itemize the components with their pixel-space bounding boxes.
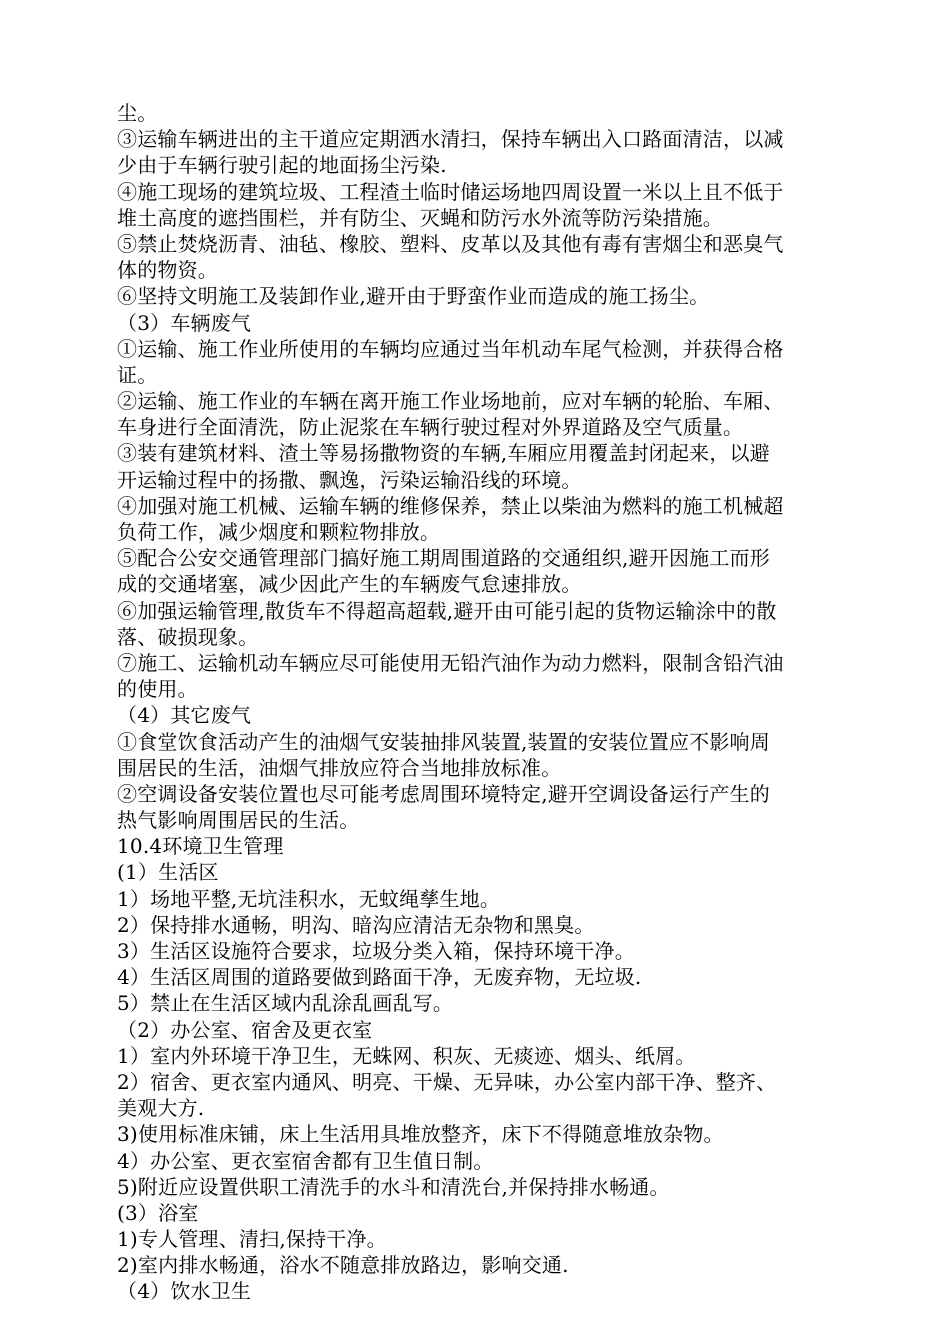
text-line: ⑥坚持文明施工及装卸作业,避开由于野蛮作业而造成的施工扬尘。	[117, 284, 710, 309]
text-line: ②空调设备安装位置也尽可能考虑周围环境特定,避开空调设备运行产生的	[117, 781, 770, 806]
text-line: 2）宿舍、更衣室内通风、明亮、干燥、无异味，办公室内部干净、整齐、	[117, 1069, 777, 1094]
section-heading: (1）生活区	[117, 860, 219, 885]
text-line: 1）场地平整,无坑洼积水，无蚊绳孳生地。	[117, 886, 501, 911]
text-line: 落、破损现象。	[117, 624, 259, 649]
text-line: 证。	[117, 362, 158, 387]
text-line: 尘。	[117, 101, 158, 125]
section-heading: （2）办公室、宿舍及更衣室	[117, 1017, 373, 1042]
text-line: 1）室内外环境干净卫生，无蛛网、积灰、无痰迹、烟头、纸屑。	[117, 1043, 696, 1068]
text-line: 开运输过程中的扬撒、飘逸，污染运输沿线的环境。	[117, 467, 582, 492]
text-line: 成的交通堵塞，减少因此产生的车辆废气怠速排放。	[117, 572, 582, 597]
text-line: 美观大方.	[117, 1096, 205, 1121]
text-line: ④加强对施工机械、运输车辆的维修保养，禁止以柴油为燃料的施工机械超	[117, 493, 784, 518]
section-heading: （4）其它废气	[117, 703, 252, 728]
text-line: 体的物资。	[117, 258, 218, 283]
text-line: ①运输、施工作业所使用的车辆均应通过当年机动车尾气检测，并获得合格	[117, 336, 784, 361]
text-line: 3)使用标准床铺，床上生活用具堆放整齐，床下不得随意堆放杂物。	[117, 1122, 724, 1147]
text-line: 车身进行全面清洗，防止泥浆在车辆行驶过程对外界道路及空气质量。	[117, 415, 744, 440]
text-line: 负荷工作，减少烟度和颗粒物排放。	[117, 520, 441, 544]
text-line: 围居民的生活，油烟气排放应符合当地排放标准。	[117, 755, 562, 780]
text-line: ⑤禁止焚烧沥青、油毡、橡胶、塑料、皮革以及其他有毒有害烟尘和恶臭气	[117, 231, 784, 256]
text-line: ⑥加强运输管理,散货车不得超高超载,避开由可能引起的货物运输涂中的散	[117, 598, 777, 623]
section-heading: (3）浴室	[117, 1200, 199, 1225]
text-line: 4）生活区周围的道路要做到路面干净，无废弃物，无垃圾.	[117, 965, 642, 990]
text-line: ⑦施工、运输机动车辆应尽可能使用无铅汽油作为动力燃料，限制含铅汽油	[117, 650, 784, 675]
text-line: 2）保持排水通畅，明沟、暗沟应清洁无杂物和黑臭。	[117, 912, 595, 937]
text-line: ③运输车辆进出的主干道应定期洒水清扫，保持车辆出入口路面清洁，以减	[117, 127, 784, 152]
text-line: 堆土高度的遮挡围栏，并有防尘、灭蝇和防污水外流等防污染措施。	[117, 205, 723, 230]
text-line: 少由于车辆行驶引起的地面扬尘污染.	[117, 153, 447, 178]
text-line: ⑤配合公安交通管理部门搞好施工期周围道路的交通组织,避开因施工而形	[117, 546, 770, 571]
chapter-heading: 10.4环境卫生管理	[117, 834, 284, 859]
text-line: ③装有建筑材料、渣土等易扬撒物资的车辆,车厢应用覆盖封闭起来，以避	[117, 441, 770, 466]
text-line: 1)专人管理、清扫,保持干净。	[117, 1227, 387, 1252]
text-line: ②运输、施工作业的车辆在离开施工作业场地前，应对车辆的轮胎、车厢、	[117, 389, 784, 414]
document-page	[117, 100, 862, 1305]
text-line: 热气影响周围居民的生活。	[117, 808, 360, 833]
text-line: ①食堂饮食活动产生的油烟气安装抽排风装置,装置的安装位置应不影响周	[117, 729, 770, 754]
section-heading: （4）饮水卫生	[117, 1279, 252, 1304]
text-line: 2)室内排水畅通，浴水不随意排放路边，影响交通.	[117, 1253, 569, 1278]
text-line: 4）办公室、更衣室宿舍都有卫生值日制。	[117, 1148, 494, 1173]
text-line: ④施工现场的建筑垃圾、工程渣土临时储运场地四周设置一米以上且不低于	[117, 179, 784, 204]
section-heading: （3）车辆废气	[117, 310, 252, 335]
text-line: 5）禁止在生活区域内乱涂乱画乱写。	[117, 991, 454, 1016]
text-line: 3）生活区设施符合要求，垃圾分类入箱，保持环境干净。	[117, 939, 635, 963]
text-line: 的使用。	[117, 677, 198, 702]
text-line: 5)附近应设置供职工清洗手的水斗和清洗台,并保持排水畅通。	[117, 1174, 670, 1199]
